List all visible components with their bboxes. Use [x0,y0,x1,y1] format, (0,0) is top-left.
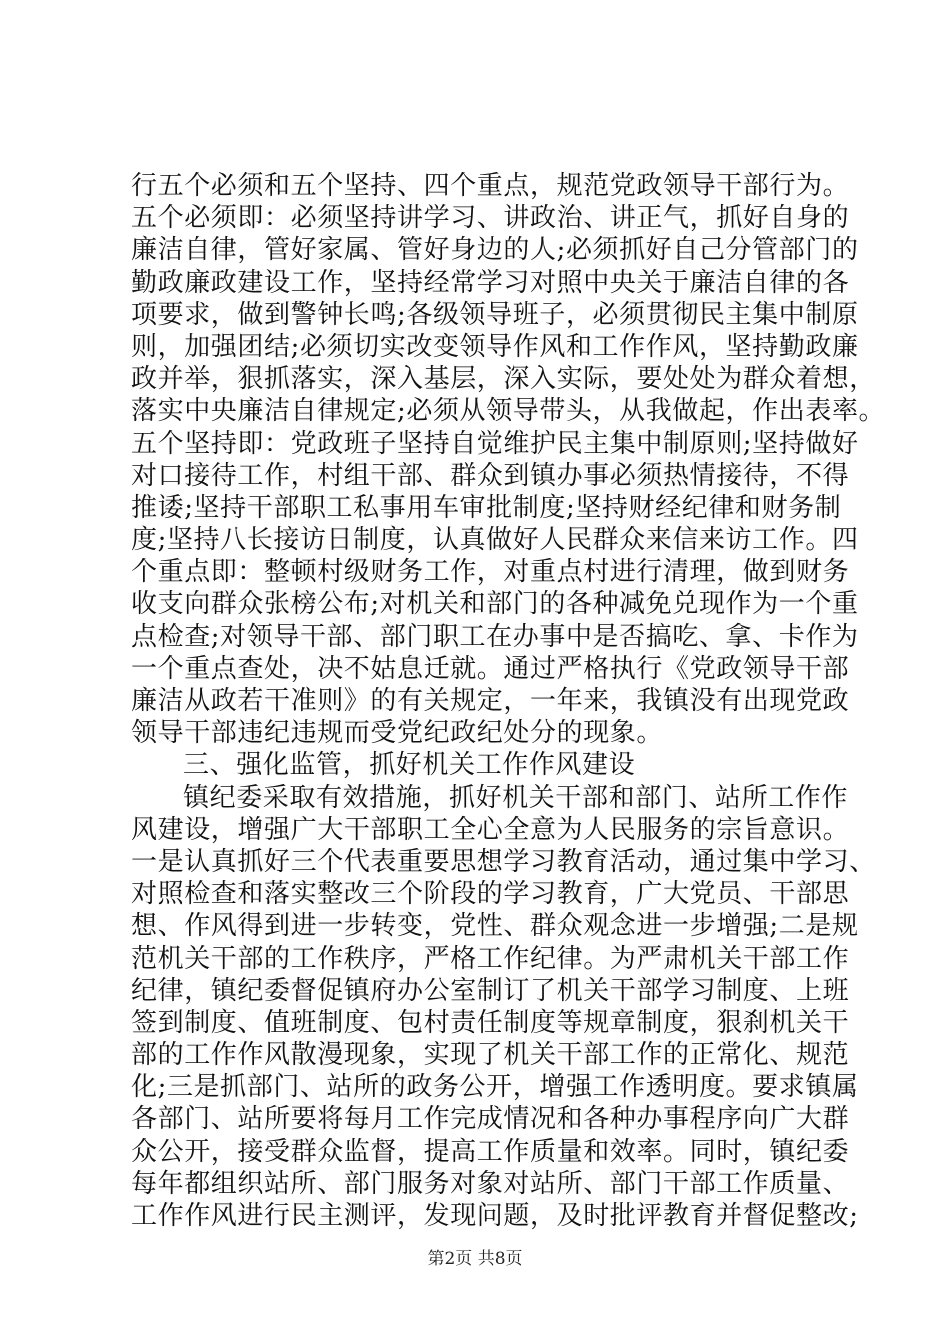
text-line: 对照检查和落实整改三个阶段的学习教育，广大党员、干部思 [131,879,850,910]
text-line: 政并举，狠抓落实，深入基层，深入实际，要处处为群众着想， [131,364,876,395]
text-line: 个重点即：整顿村级财务工作，对重点村进行清理，做到财务 [131,557,850,588]
text-line: 廉洁自律，管好家属、管好身边的人;必须抓好自己分管部门的 [131,235,859,266]
text-line: 签到制度、值班制度、包村责任制度等规章制度，狠刹机关干 [131,1007,850,1038]
text-line: 领导干部违纪违规而受党纪政纪处分的现象。 [131,718,664,749]
text-line: 落实中央廉洁自律规定;必须从领导带头，从我做起，作出表率。 [131,396,886,427]
text-line: 廉洁从政若干准则》的有关规定，一年来，我镇没有出现党政 [131,686,850,716]
text-line: 众公开，接受群众监督，提高工作质量和效率。同时，镇纪委 [131,1136,850,1167]
text-line: 五个必须即：必须坚持讲学习、讲政治、讲正气，抓好自身的 [131,203,850,234]
paragraph-first-line: 镇纪委采取有效措施，抓好机关干部和部门、站所工作作 [183,782,849,813]
document-body [131,170,886,1232]
text-line: 行五个必须和五个坚持、四个重点，规范党政领导干部行为。 [131,171,850,201]
text-line: 勤政廉政建设工作，坚持经常学习对照中央关于廉洁自律的各 [131,267,850,298]
text-line: 收支向群众张榜公布;对机关和部门的各种减免兑现作为一个重 [131,589,859,620]
page-number-footer: 第2页 共8页 [427,1249,523,1269]
text-line: 五个坚持即：党政班子坚持自觉维护民主集中制原则;坚持做好 [131,428,859,459]
text-line: 风建设，增强广大干部职工全心全意为人民服务的宗旨意识。 [131,814,850,845]
text-line: 部的工作作风散漫现象，实现了机关干部工作的正常化、规范 [131,1040,850,1071]
text-line: 度;坚持八长接访日制度，认真做好人民群众来信来访工作。四 [131,525,859,556]
text-line: 每年都组织站所、部门服务对象对站所、部门干部工作质量、 [131,1168,850,1199]
text-line: 项要求，做到警钟长鸣;各级领导班子，必须贯彻民主集中制原 [131,299,859,330]
text-line: 化;三是抓部门、站所的政务公开，增强工作透明度。要求镇属 [131,1072,859,1103]
text-line: 纪律，镇纪委督促镇府办公室制订了机关干部学习制度、上班 [131,975,850,1006]
text-line: 范机关干部的工作秩序，严格工作纪律。为严肃机关干部工作 [131,943,850,974]
text-line: 对口接待工作，村组干部、群众到镇办事必须热情接待，不得 [131,460,850,491]
text-line: 工作作风进行民主测评，发现问题，及时批评教育并督促整改; [131,1201,859,1231]
text-line: 各部门、站所要将每月工作完成情况和各种办事程序向广大群 [131,1104,850,1135]
text-line: 想、作风得到进一步转变，党性、群众观念进一步增强;二是规 [131,911,859,942]
text-line: 一个重点查处，决不姑息迁就。通过严格执行《党政领导干部 [131,653,850,684]
text-line: 则，加强团结;必须切实改变领导作风和工作作风，坚持勤政廉 [131,331,859,362]
text-line: 推诿;坚持干部职工私事用车审批制度;坚持财经纪律和财务制 [131,492,842,523]
section-heading: 三、强化监管，抓好机关工作作风建设 [183,750,636,781]
text-line: 点检查;对领导干部、部门职工在办事中是否搞吃、拿、卡作为 [131,621,859,652]
text-line: 一是认真抓好三个代表重要思想学习教育活动，通过集中学习、 [131,846,876,877]
